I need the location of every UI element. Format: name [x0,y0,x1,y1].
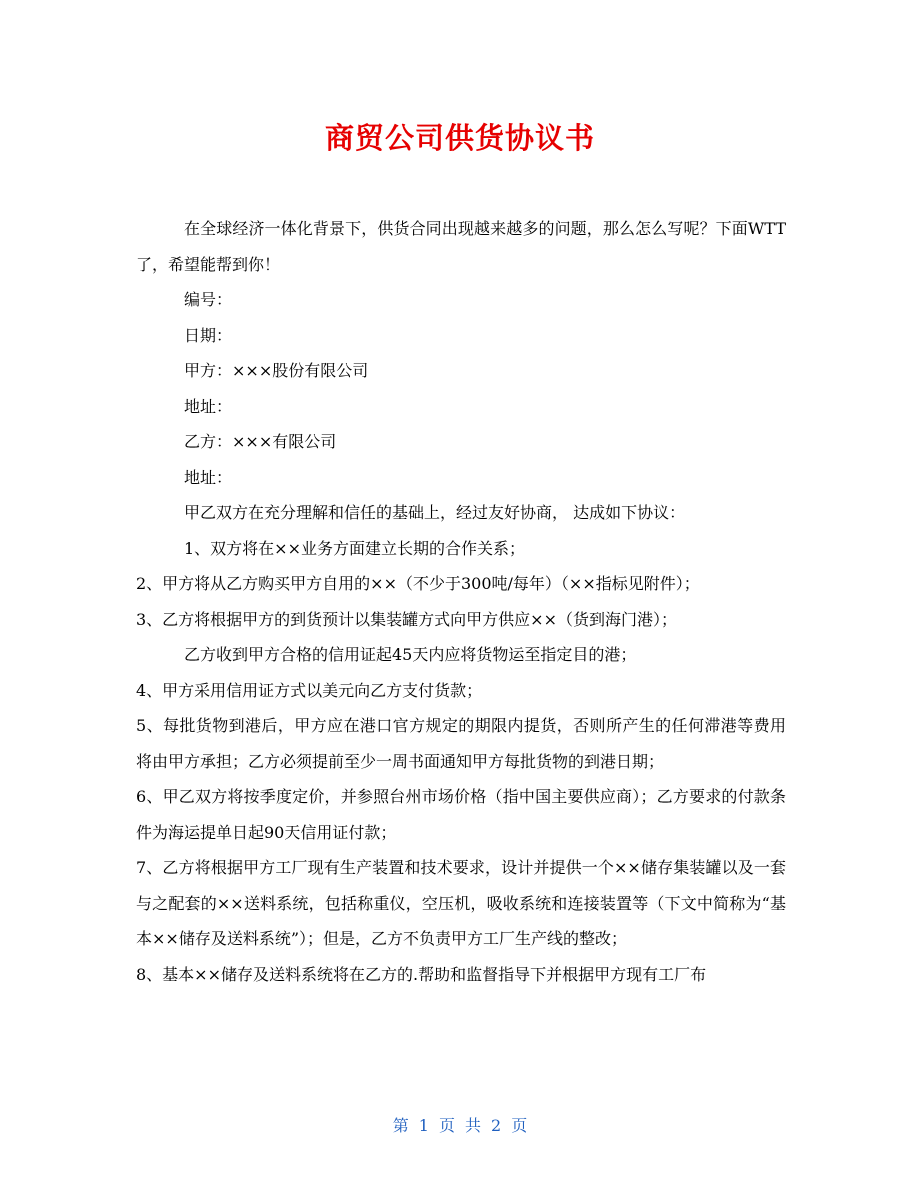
paragraph: 7、乙方将根据甲方工厂现有生产装置和技术要求，设计并提供一个××储存集装罐以及一套与之配套的××送料系统，包括称重仪，空压机，吸收系统和连接装置等（下文中简称为“基本××储存及送料系统”）；但是，乙方不负责甲方工厂生产线的整改； [136,858,786,948]
paragraph: 6、甲乙双方将按季度定价，并参照台州市场价格（指中国主要供应商）；乙方要求的付款条件为海运提单日起90天信用证付款； [136,787,786,842]
document-title: 商贸公司供货协议书 [324,121,595,155]
document-body [136,211,786,992]
paragraph: 甲乙双方在充分理解和信任的基础上，经过友好协商， 达成如下协议： [184,503,686,522]
paragraph: 地址： [184,467,233,487]
paragraph: 8、基本××储存及送料系统将在乙方的.帮助和监督指导下并根据甲方现有工厂布 [136,964,707,984]
footer-label-unit: 页 [438,1116,455,1135]
page-footer [0,1112,920,1140]
footer-total-pages: 2 [491,1116,502,1135]
paragraph: 日期： [184,325,233,345]
footer-label-page: 第 [392,1116,409,1135]
paragraph: 1、双方将在××业务方面建立长期的合作关系； [184,538,525,558]
paragraph: 3、乙方将根据甲方的到货预计以集装罐方式向甲方供应××（货到海门港）； [136,609,677,629]
paragraph: 5、每批货物到港后，甲方应在港口官方规定的期限内提货，否则所产生的任何滞港等费用将由甲方承担；乙方必须提前至少一周书面通知甲方每批货物的到港日期； [136,716,786,771]
paragraph: 4、甲方采用信用证方式以美元向乙方支付货款； [136,680,483,700]
footer-label-unit2: 页 [511,1116,528,1135]
paragraph: 地址： [184,396,233,416]
paragraph: 甲方：×××股份有限公司 [184,361,369,380]
footer-current-page: 1 [418,1116,429,1135]
paragraph: 乙方：×××有限公司 [184,432,337,451]
paragraph: 编号： [184,290,233,309]
paragraph: 乙方收到甲方合格的信用证起45天内应将货物运至指定目的港； [184,645,637,664]
paragraph: 在全球经济一体化背景下，供货合同出现越来越多的问题，那么怎么写呢？下面WTT了，希望能帮到你！ [136,219,786,274]
footer-label-total: 共 [465,1116,482,1135]
paragraph: 2、甲方将从乙方购买甲方自用的××（不少于300吨/每年）（××指标见附件）； [136,574,700,593]
